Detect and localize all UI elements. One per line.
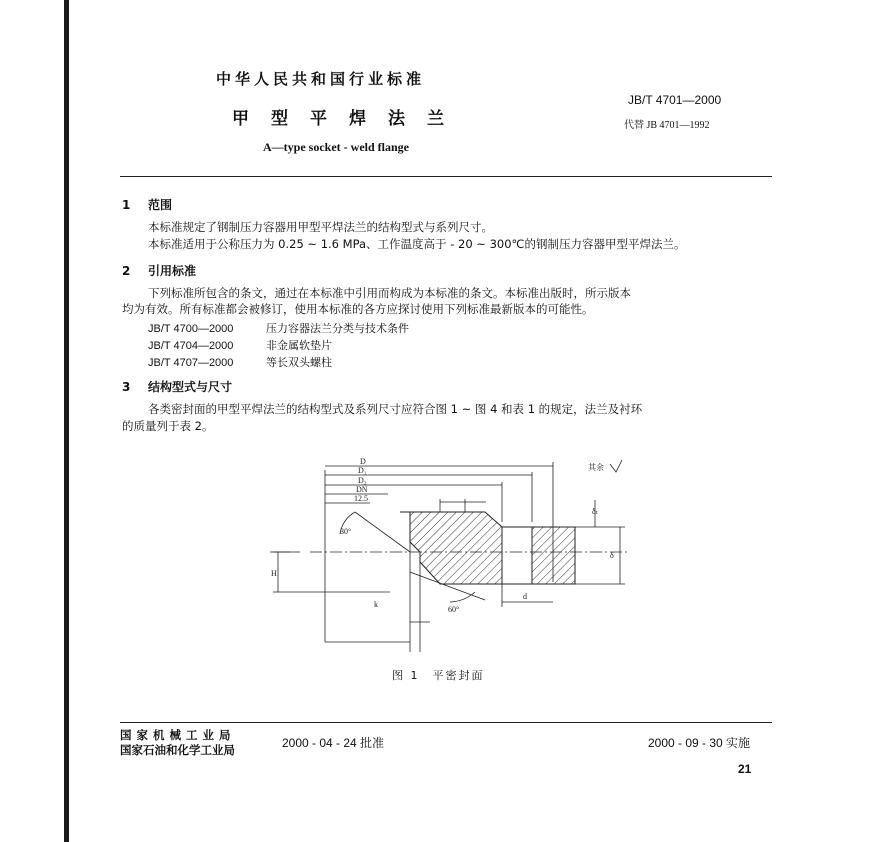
dim-H: H <box>271 569 277 578</box>
section-3-heading: 3 结构型式与尺寸 <box>122 380 233 394</box>
page-number: 21 <box>738 762 752 776</box>
dim-delta: δ <box>610 551 614 560</box>
dim-delta-t: δₜ <box>592 507 599 516</box>
issuer-2: 国家石油和化学工业局 <box>120 743 235 757</box>
reference-item: JB/T 4700—2000 压力容器法兰分类与技术条件 <box>148 322 409 335</box>
scan-edge <box>64 0 69 842</box>
dim-k: k <box>374 600 378 609</box>
header-rule <box>120 176 772 177</box>
reference-item: JB/T 4704—2000 非金属软垫片 <box>148 339 332 352</box>
section-2-heading: 2 引用标准 <box>122 264 197 278</box>
dim-12-5: 12.5 <box>354 494 368 503</box>
doc-title: 甲型平焊法兰 <box>232 109 466 129</box>
approved-date: 2000 - 04 - 24 批准 <box>282 736 385 750</box>
finish-note: 其余 <box>588 463 604 472</box>
standard-code: JB/T 4701—2000 <box>628 93 722 107</box>
standard-title: 中华人民共和国行业标准 <box>216 70 426 88</box>
flange-drawing <box>270 452 650 652</box>
section-2-para-line-2: 均为有效。所有标准都会被修订，使用本标准的各方应探讨使用下列标准最新版本的可能性。 <box>122 302 594 316</box>
english-title: A—type socket - weld flange <box>263 140 409 154</box>
section-1-para-2: 本标准适用于公称压力为 0.25 ~ 1.6 MPa、工作温度高于 - 20 ~ 300℃的钢制压力容器甲型平焊法兰。 <box>148 237 686 251</box>
effective-date: 2000 - 09 - 30 实施 <box>648 736 751 750</box>
section-1-heading: 1 范围 <box>122 198 173 212</box>
dim-D2: D₂ <box>358 476 367 485</box>
section-3-para-line-2: 的质量列于表 2。 <box>122 419 214 433</box>
dim-D1: D₁ <box>358 466 367 475</box>
figure-caption: 图 1 平密封面 <box>392 669 485 682</box>
replaces-note: 代替 JB 4701—1992 <box>624 120 710 131</box>
footer-rule <box>120 722 772 723</box>
reference-item: JB/T 4707—2000 等长双头螺柱 <box>148 356 332 369</box>
dim-DN: DN <box>356 485 368 494</box>
section-1-para-1: 本标准规定了钢制压力容器用甲型平焊法兰的结构型式与系列尺寸。 <box>148 220 493 234</box>
roughness-icon <box>610 460 622 472</box>
section-2-para-line-1: 下列标准所包含的条文，通过在本标准中引用而构成为本标准的条文。本标准出版时，所示版本 <box>148 286 631 300</box>
angle-60: 60° <box>448 605 460 614</box>
section-3-para-line-1: 各类密封面的甲型平焊法兰的结构型式及系列尺寸应符合图 1 ~ 图 4 和表 1 的规定，法兰及衬环 <box>148 402 643 416</box>
dim-d: d <box>523 592 527 601</box>
issuer-1: 国家机械工业局 <box>120 728 236 742</box>
angle-30: 30° <box>340 527 352 536</box>
dim-D: D <box>360 457 366 466</box>
